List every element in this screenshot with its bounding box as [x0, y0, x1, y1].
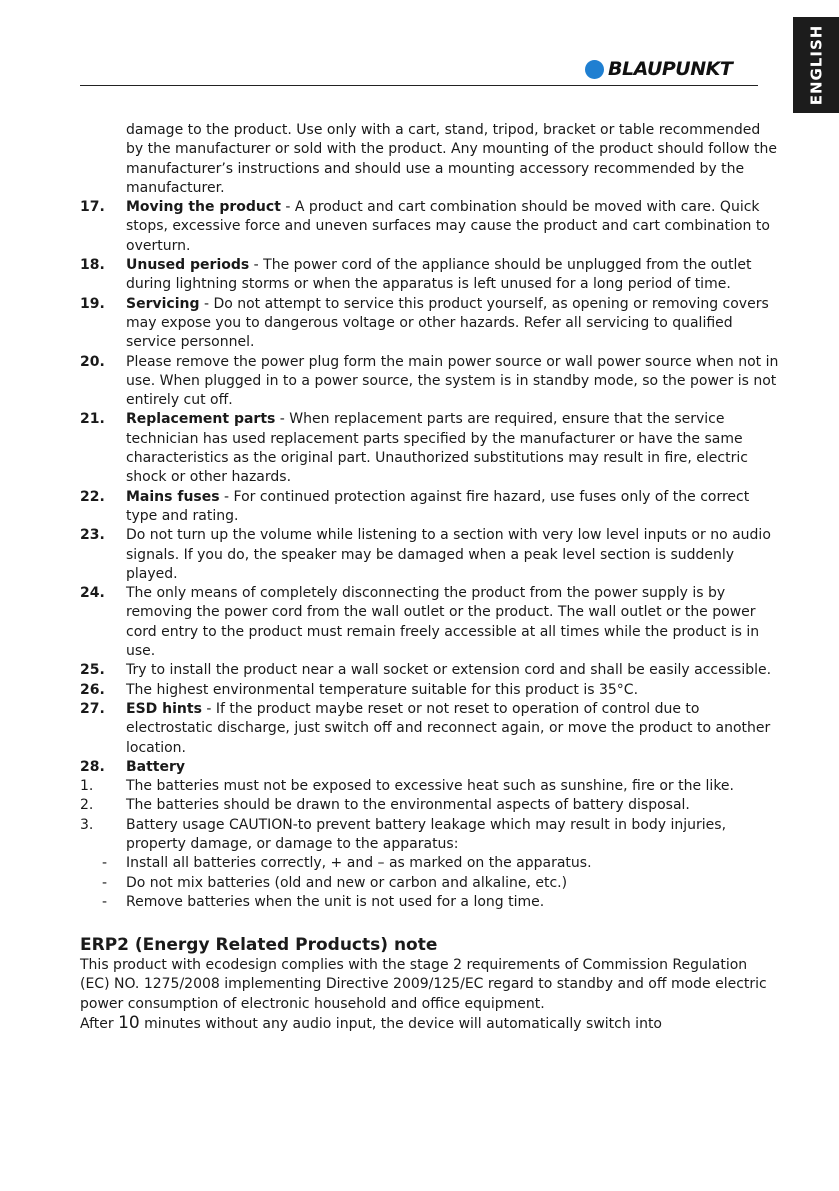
list-item-22 [80, 488, 780, 527]
dash-item [80, 893, 780, 912]
item-number: 27. [80, 700, 105, 717]
item-number: 23. [80, 527, 105, 544]
item-text: - When replacement parts are required, ensure that the service technician has used replacement parts specified by the manufacturer or have the same characteristics as the original part. Unauthorized substitutions may result in fire, electric shock or other hazards. [126, 411, 748, 486]
list-item-19 [80, 295, 780, 353]
header-divider [80, 85, 758, 86]
battery-item-2 [80, 796, 780, 815]
list-item-24 [80, 584, 780, 661]
dash-item-text: Install all batteries correctly, + and – as marked on the apparatus. [126, 855, 592, 872]
erp-section-title: ERP2 (Energy Related Products) note [80, 935, 438, 956]
erp-last-line [80, 1014, 780, 1034]
continuation-text: damage to the product. Use only with a cart, stand, tripod, bracket or table recommended by the manufacturer or sold with the product. Any mounting of the product should follow the manufacturer’s instructions and should use a mounting accessory recommended by the manufacturer. [126, 122, 777, 196]
item-title: Mains fuses [126, 488, 220, 505]
erp-minutes-number: 10 [118, 1013, 140, 1034]
item-text: The highest environmental temperature suitable for this product is 35°C. [126, 681, 639, 698]
item-number: 17. [80, 199, 105, 216]
dash-marker: - [102, 874, 108, 891]
item-number: 19. [80, 295, 105, 312]
item-title: Battery [126, 758, 186, 775]
item-number: 28. [80, 758, 105, 775]
list-item-18 [80, 256, 780, 295]
item-number: 20. [80, 353, 105, 370]
battery-item-number: 2. [80, 797, 94, 814]
battery-item-3 [80, 816, 780, 855]
document-body [80, 121, 780, 1034]
item-text: - For continued protection against fire hazard, use fuses only of the correct type and rating. [126, 488, 750, 524]
battery-item-text: Battery usage CAUTION-to prevent battery leakage which may result in body injuries, property damage, or damage to the apparatus: [126, 816, 727, 852]
item-text: Please remove the power plug form the main power source or wall power source when not in use. When plugged in to a power source, the system is in standby mode, so the power is not entirely cut off. [126, 353, 779, 409]
item-title: ESD hints [126, 700, 202, 717]
item-text: - The power cord of the appliance should be unplugged from the outlet during lightning storms or when the apparatus is left unused for a long period of time. [126, 257, 752, 293]
dash-item [80, 854, 780, 873]
item-number: 18. [80, 257, 105, 274]
item-title: Servicing [126, 295, 200, 312]
item-number: 21. [80, 411, 105, 428]
item-text: - Do not attempt to service this product yourself, as opening or removing covers may expose you to dangerous voltage or other hazards. Refer all servicing to qualified service personnel. [126, 295, 769, 351]
list-item-27 [80, 700, 780, 758]
language-tab [793, 17, 839, 113]
item-number: 24. [80, 585, 105, 602]
battery-item-text: The batteries must not be exposed to excessive heat such as sunshine, fire or the like. [126, 778, 734, 795]
list-item-20 [80, 353, 780, 411]
item-title: Moving the product [126, 199, 281, 216]
item-text: - If the product maybe reset or not reset to operation of control due to electrostatic discharge, just switch off and reconnect again, or move the product to another location. [126, 700, 771, 756]
list-item-21 [80, 410, 780, 487]
language-label: ENGLISH [807, 24, 826, 106]
list-item-17 [80, 198, 780, 256]
list-item-25 [80, 661, 780, 680]
battery-item-number: 3. [80, 816, 94, 833]
battery-item-text: The batteries should be drawn to the environmental aspects of battery disposal. [126, 797, 690, 814]
list-item-23 [80, 526, 780, 584]
dash-item-text: Remove batteries when the unit is not used for a long time. [126, 893, 545, 910]
item-title: Replacement parts [126, 411, 276, 428]
item-title: Unused periods [126, 257, 250, 274]
item-number: 22. [80, 488, 105, 505]
battery-item-1 [80, 777, 780, 796]
dash-marker: - [102, 855, 108, 872]
list-item-28 [80, 758, 780, 777]
battery-item-number: 1. [80, 778, 94, 795]
dash-item [80, 874, 780, 893]
list-item-26 [80, 681, 780, 700]
dash-item-text: Do not mix batteries (old and new or carbon and alkaline, etc.) [126, 874, 568, 891]
brand-dot-icon [585, 60, 604, 79]
erp-last-line-after: minutes without any audio input, the device will automatically switch into [139, 1016, 662, 1033]
brand-name: BLAUPUNKT [608, 58, 733, 80]
item-text: - A product and cart combination should be moved with care. Quick stops, excessive force and uneven surfaces may cause the product and cart combination to overturn. [126, 199, 770, 254]
item-text: Try to install the product near a wall socket or extension cord and shall be easily accessible. [126, 662, 772, 679]
item-number: 25. [80, 662, 105, 679]
brand-logo [585, 58, 732, 80]
erp-last-line-before: After [80, 1016, 119, 1033]
erp-paragraph: This product with ecodesign complies with the stage 2 requirements of Commission Regulation (EC) NO. 1275/2008 implementing Directive 2009/125/EC regard to standby and off mode electric power consumption of electronic household and office equipment. [80, 957, 767, 1012]
item-text: The only means of completely disconnecting the product from the power supply is by removing the power cord from the wall outlet or the product. The wall outlet or the power cord entry to the product must remain freely accessible at all times while the product is in use. [126, 585, 760, 660]
item-text: Do not turn up the volume while listening to a section with very low level inputs or no audio signals. If you do, the speaker may be damaged when a peak level section is suddenly played. [126, 527, 771, 582]
dash-marker: - [102, 893, 108, 910]
item-number: 26. [80, 681, 105, 698]
